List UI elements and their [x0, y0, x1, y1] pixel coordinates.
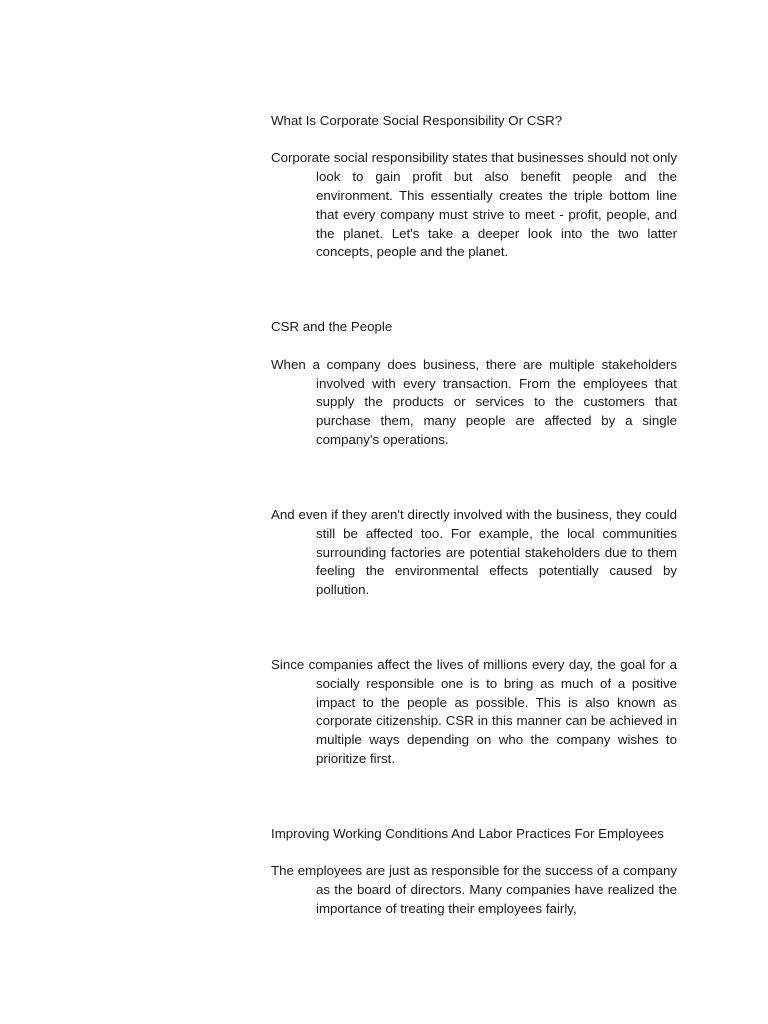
spacer	[271, 769, 677, 825]
spacer	[271, 131, 677, 150]
paragraph-indirect-stakeholders: And even if they aren't directly involved with the business, they could still be affected too. For example, the local communities surrounding factories are potential stakeholders due to them feeling the environmental effects potentially caused by pollution.	[271, 506, 677, 598]
paragraph-csr-definition: Corporate social responsibility states that businesses should not only look to gain profit but also benefit people and the environment. This essentially creates the triple bottom line that every company must strive to meet - profit, people, and the planet. Let's take a deeper look into the two latter concepts, people and the planet.	[271, 150, 677, 260]
section-heading-working-conditions: Improving Working Conditions And Labor Practices For Employees	[271, 826, 664, 842]
section-heading-csr-people: CSR and the People	[271, 319, 393, 335]
section-heading-what-is-csr: What Is Corporate Social Responsibility Or CSR?	[271, 113, 563, 128]
spacer	[271, 337, 677, 356]
paragraph-employees: The employees are just as responsible for the success of a company as the board of directors. Many companies have realized the importance of treating their employees fairly,	[271, 863, 677, 917]
spacer	[271, 262, 677, 318]
paragraph-corporate-citizenship: Since companies affect the lives of millions every day, the goal for a socially responsible one is to bring as much of a positive impact to the people as possible. This is also known as corporate citizenship. CSR in this manner can be achieved in multiple ways depending on who the company wishes to prioritize first.	[271, 657, 677, 767]
document-body	[271, 112, 677, 919]
spacer	[271, 600, 677, 656]
paragraph-stakeholders: When a company does business, there are multiple stakeholders involved with every transaction. From the employees that supply the products or services to the customers that purchase them, many people are affected by a single company's operations.	[271, 356, 677, 447]
spacer	[271, 844, 677, 863]
spacer	[271, 450, 677, 506]
